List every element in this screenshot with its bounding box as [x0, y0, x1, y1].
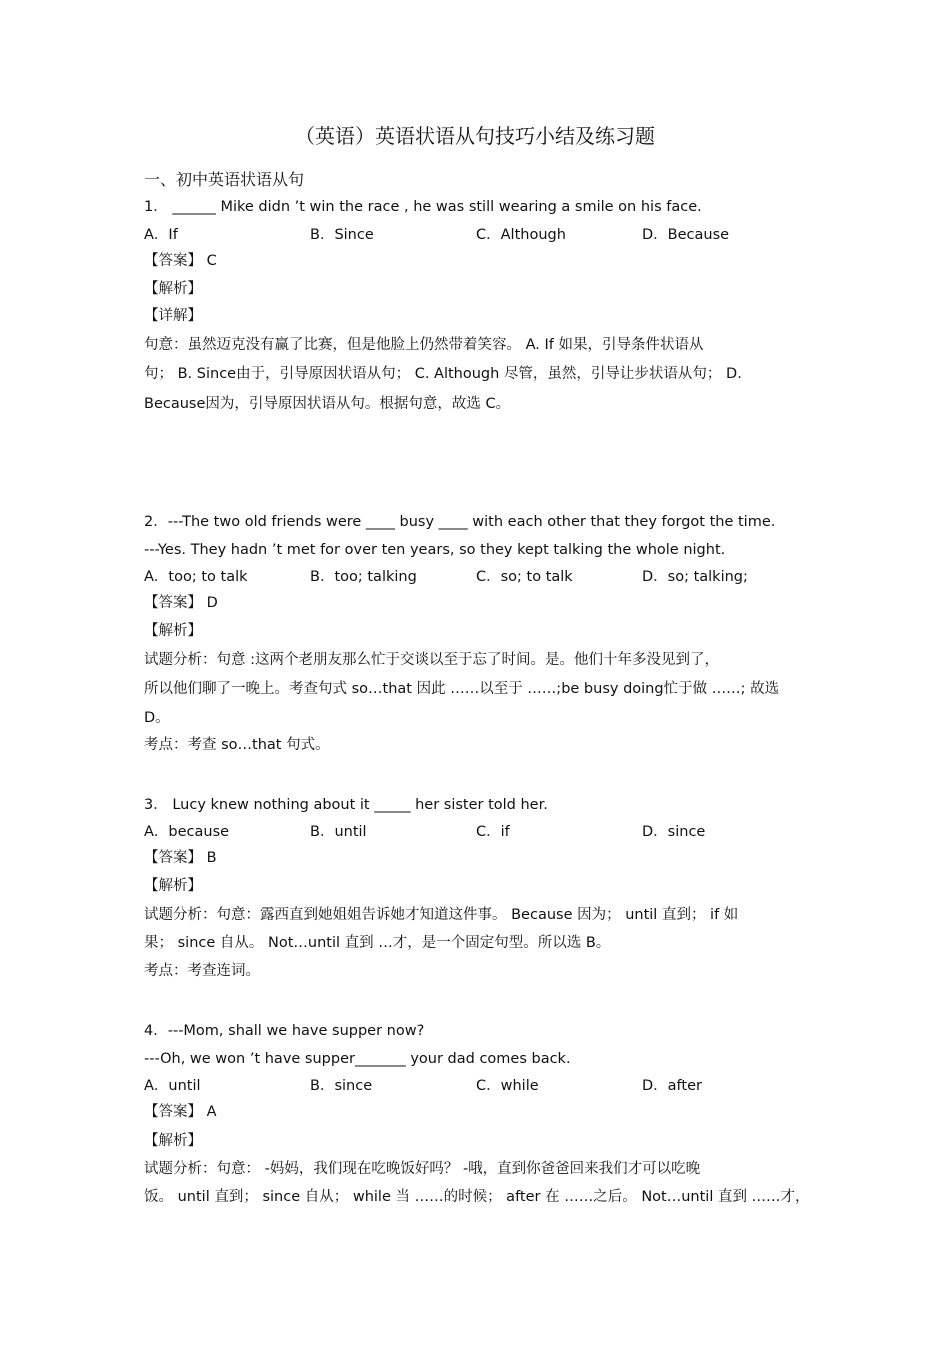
q1-option-c: C．Although — [476, 227, 566, 243]
q1-option-b: B．Since — [310, 227, 374, 243]
q3-option-c: C．if — [476, 824, 510, 840]
q2-option-a: A．too; to talk — [144, 569, 248, 585]
q1-explain-line: Because因为，引导原因状语从句。根据句意，故选 C。 — [144, 396, 511, 412]
q3-option-a: A．because — [144, 824, 230, 840]
q4-option-b: B．since — [310, 1078, 373, 1094]
q4-option-c: C．while — [476, 1078, 539, 1094]
q2-stem: 2．---The two old friends were ____ busy ____ with each other that they forgot the time. — [144, 514, 776, 530]
q3-option-b: B．until — [310, 824, 367, 840]
q2-stem-reply: ---Yes. They hadn ’t met for over ten years, so they kept talking the whole night. — [144, 542, 726, 558]
q4-option-a: A．until — [144, 1078, 201, 1094]
q2-answer: 【答案】 D — [144, 595, 218, 611]
q4-explain-line: 饭。 until 直到； since 自从； while 当 ……的时候； after 在 ……之后。 Not…until 直到 ……才， — [144, 1189, 810, 1205]
q1-explain-line: 句意：虽然迈克没有赢了比赛，但是他脸上仍然带着笑容。 A. If 如果，引导条件状语从 — [144, 337, 704, 353]
q1-analysis-label: 【解析】 — [144, 281, 202, 297]
q1-option-d: D．Because — [642, 227, 730, 243]
q1-answer: 【答案】 C — [144, 253, 217, 269]
q4-stem-reply: ---Oh, we won ’t have supper_______ your dad comes back. — [144, 1051, 571, 1067]
q4-option-d: D．after — [642, 1078, 702, 1094]
q3-explain-line: 考点：考查连词。 — [144, 963, 260, 979]
q4-answer: 【答案】 A — [144, 1104, 217, 1120]
q2-explain-line: 考点：考查 so…that 句式。 — [144, 737, 330, 753]
q3-option-d: D．since — [642, 824, 706, 840]
q3-explain-line: 试题分析：句意：露西直到她姐姐告诉她才知道这件事。 Because 因为； until 直到； if 如 — [144, 907, 739, 923]
q1-stem: 1． ______ Mike didn ’t win the race , he was still wearing a smile on his face. — [144, 199, 702, 215]
q2-explain-line: 所以他们聊了一晚上。考查句式 so…that 因此 ……以至于 ……;be busy doing忙于做 ……; 故选 — [144, 681, 780, 697]
q3-explain-line: 果； since 自从。 Not…until 直到 …才，是一个固定句型。所以选 B。 — [144, 935, 611, 951]
section-heading: 一、初中英语状语从句 — [144, 170, 305, 189]
q3-answer: 【答案】 B — [144, 850, 217, 866]
q1-option-a: A．If — [144, 227, 178, 243]
q1-detail-label: 【详解】 — [144, 308, 202, 324]
q2-option-d: D．so; talking; — [642, 569, 748, 585]
q2-analysis-label: 【解析】 — [144, 623, 202, 639]
q1-explain-line: 句； B. Since由于，引导原因状语从句； C. Although 尽管，虽然，引导让步状语从句； D. — [144, 366, 742, 382]
q2-option-c: C．so; to talk — [476, 569, 573, 585]
q4-analysis-label: 【解析】 — [144, 1133, 202, 1149]
q3-stem: 3． Lucy knew nothing about it _____ her sister told her. — [144, 797, 548, 813]
q4-explain-line: 试题分析：句意： -妈妈，我们现在吃晚饭好吗？ -哦，直到你爸爸回来我们才可以吃晚 — [144, 1161, 701, 1177]
q4-stem: 4．---Mom, shall we have supper now? — [144, 1023, 425, 1039]
q2-explain-line: D。 — [144, 710, 170, 726]
q3-analysis-label: 【解析】 — [144, 878, 202, 894]
q2-explain-line: 试题分析：句意 :这两个老朋友那么忙于交谈以至于忘了时间。是。他们十年多没见到了， — [144, 652, 719, 668]
document-title: （英语）英语状语从句技巧小结及练习题 — [295, 124, 655, 148]
q2-option-b: B．too; talking — [310, 569, 417, 585]
